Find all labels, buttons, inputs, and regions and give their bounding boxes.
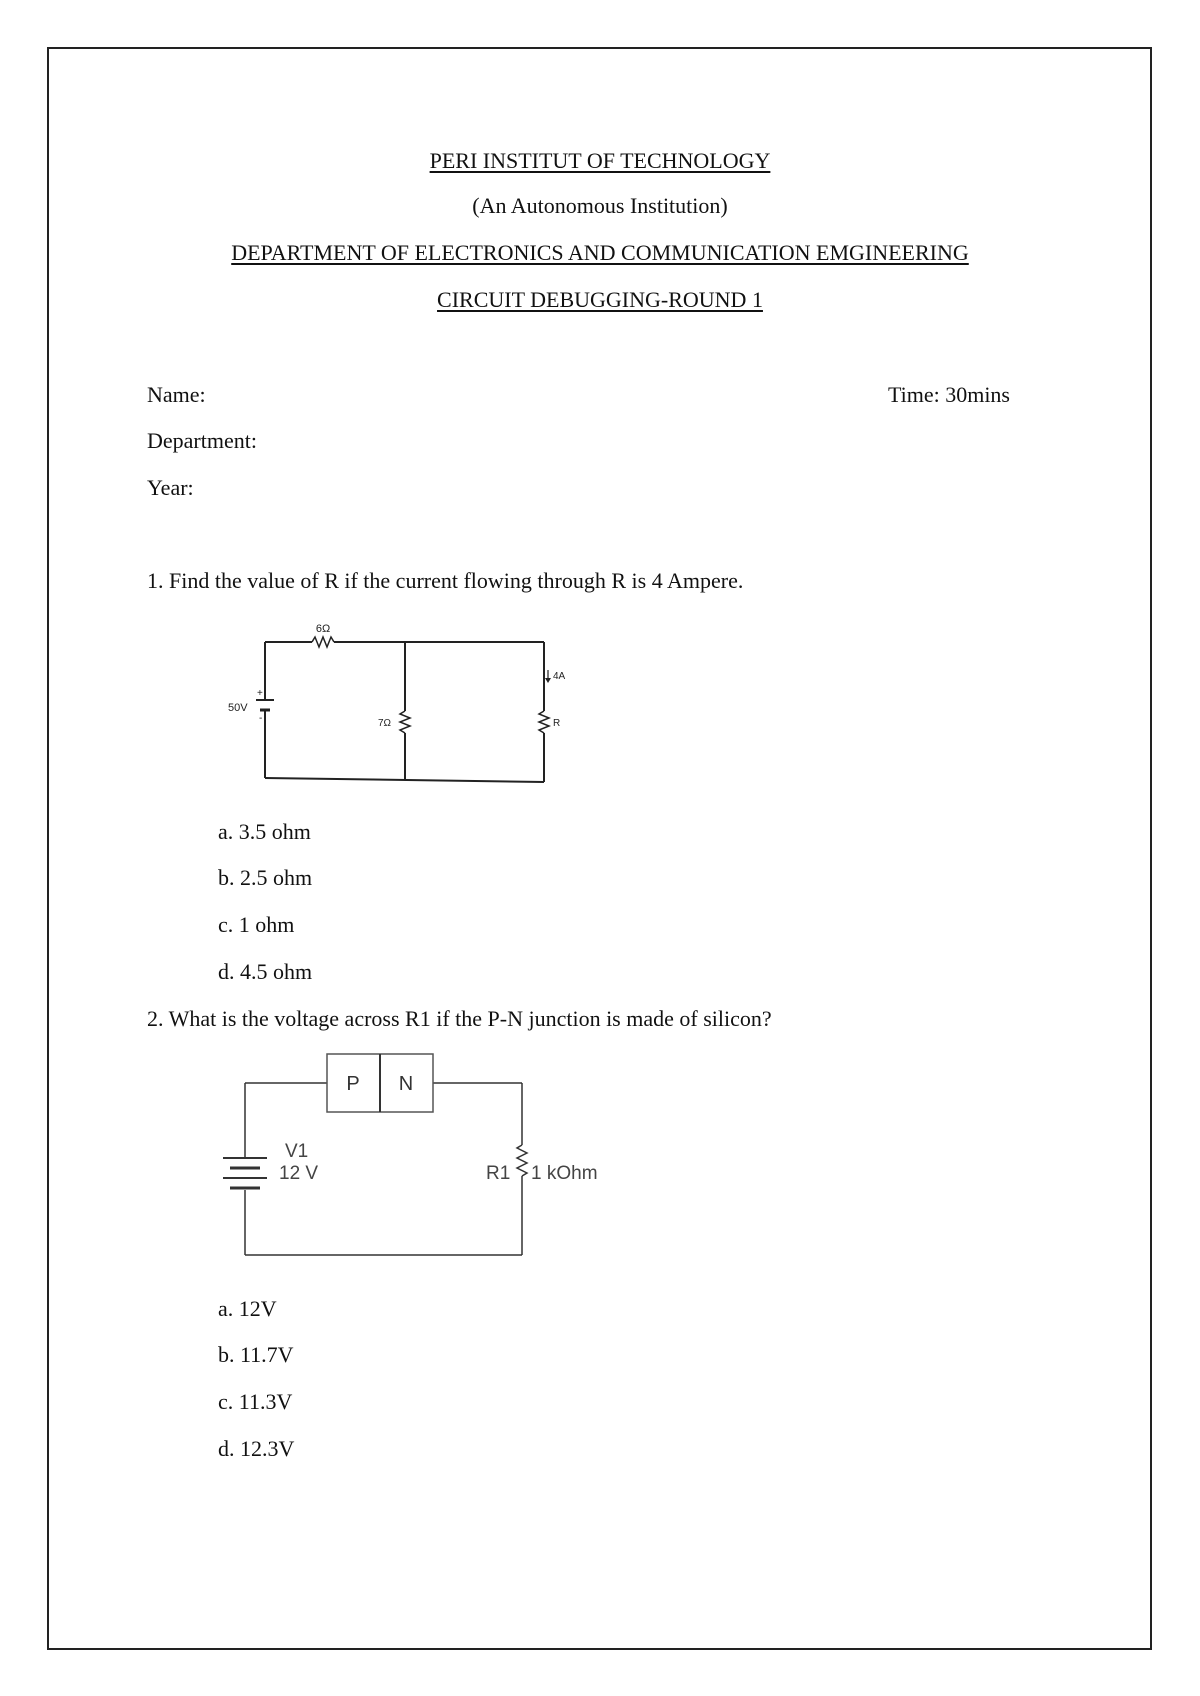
q2-option-d: d. 12.3V (218, 1436, 295, 1461)
resistor-name-label: R1 (486, 1163, 511, 1184)
name-label: Name: (147, 382, 206, 407)
series-resistor-label: 6Ω (315, 623, 331, 635)
q1-option-d: d. 4.5 ohm (218, 959, 313, 984)
department-title: DEPARTMENT OF ELECTRONICS AND COMMUNICATION EMGINEERING (231, 240, 969, 265)
q2-option-b: b. 11.7V (218, 1342, 294, 1367)
circuit-diagram-2 (215, 1050, 635, 1265)
n-label: N (398, 1073, 414, 1095)
current-label: 4A (553, 671, 566, 682)
source-label: 50V (228, 702, 248, 714)
q2-option-a: a. 12V (218, 1296, 277, 1321)
question-2-text: 2. What is the voltage across R1 if the P-N junction is made of silicon? (147, 1006, 772, 1031)
question-1-text: 1. Find the value of R if the current flowing through R is 4 Ampere. (147, 568, 744, 593)
q1-option-c: c. 1 ohm (218, 912, 295, 937)
plus-label: + (257, 688, 263, 699)
circuit-diagram-1 (220, 615, 580, 790)
q2-option-c: c. 11.3V (218, 1389, 293, 1414)
q1-option-b: b. 2.5 ohm (218, 865, 313, 890)
institute-subtitle: (An Autonomous Institution) (472, 193, 728, 218)
source-value-label: 12 V (279, 1163, 319, 1184)
resistor-value-label: 1 kOhm (531, 1163, 598, 1184)
institute-title: PERI INSTITUT OF TECHNOLOGY (429, 148, 771, 173)
p-label: P (346, 1073, 360, 1095)
time-label: Time: 30mins (887, 382, 1010, 407)
department-label: Department: (147, 428, 257, 453)
round-title: CIRCUIT DEBUGGING-ROUND 1 (437, 287, 763, 312)
year-label: Year: (147, 475, 194, 500)
middle-resistor-label: 7Ω (378, 718, 392, 729)
minus-label: - (259, 713, 263, 724)
q1-option-a: a. 3.5 ohm (218, 819, 311, 844)
source-name-label: V1 (285, 1141, 309, 1162)
unknown-resistor-label: R (553, 718, 561, 729)
